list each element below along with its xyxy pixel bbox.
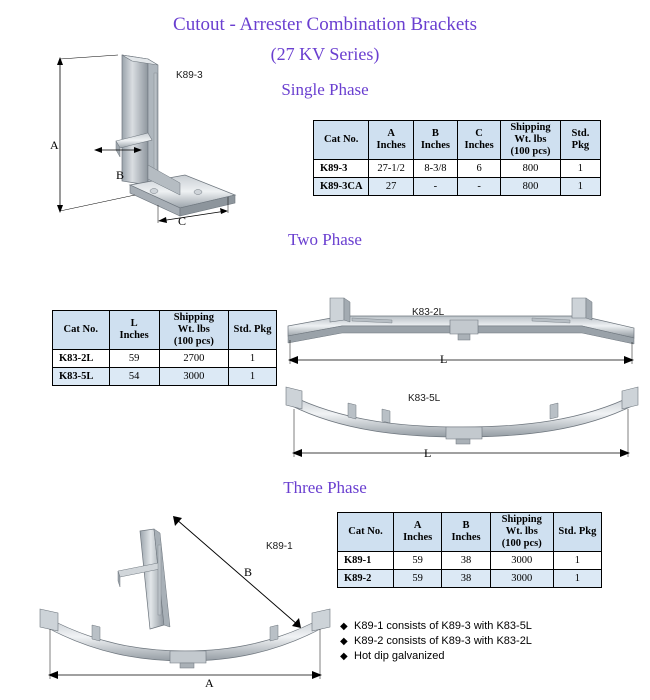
col-header-l: L Inches	[109, 311, 159, 350]
col-header-cat-no: Cat No.	[314, 121, 369, 160]
col-header-b: B Inches	[413, 121, 457, 160]
cell-std-pkg: 1	[560, 160, 600, 178]
note-text: K89-1 consists of K89-3 with K83-5L	[354, 620, 532, 632]
page-title: Cutout - Arrester Combination Brackets	[173, 14, 477, 35]
section-heading-single-phase: Single Phase	[281, 80, 369, 99]
dimension-label-single-a: A	[50, 138, 59, 152]
diamond-bullet-icon: ◆	[340, 621, 348, 632]
cell-a: 27	[369, 178, 413, 196]
cell-l: 54	[109, 368, 159, 386]
cell-std-pkg: 1	[229, 368, 277, 386]
col-header-std-pkg: Std. Pkg	[560, 121, 600, 160]
list-item	[340, 620, 532, 632]
cell-a: 27-1/2	[369, 160, 413, 178]
cell-b: 38	[442, 552, 490, 570]
dimension-label-two-a-l: L	[440, 352, 448, 366]
dimension-label-single-c: C	[178, 214, 187, 228]
cell-c: 6	[458, 160, 501, 178]
col-header-c: C Inches	[458, 121, 501, 160]
table-row	[314, 178, 601, 196]
table-single-phase	[313, 120, 601, 196]
col-header-std-pkg: Std. Pkg	[229, 311, 277, 350]
figure-label-k83-2l: K83-2L	[412, 307, 445, 318]
cell-a: 59	[393, 570, 441, 588]
section-heading-two-phase: Two Phase	[288, 230, 362, 249]
cell-cat-no: K83-2L	[53, 350, 110, 368]
figure-label-k83-5l: K83-5L	[408, 393, 441, 404]
col-header-std-pkg: Std. Pkg	[553, 513, 601, 552]
section-heading-three-phase: Three Phase	[283, 478, 367, 497]
diamond-bullet-icon: ◆	[340, 636, 348, 647]
cell-std-pkg: 1	[553, 552, 601, 570]
col-header-b: B Inches	[442, 513, 490, 552]
table-header-row	[338, 513, 602, 552]
figure-three-phase	[30, 505, 340, 685]
dimension-label-three-a: A	[205, 676, 214, 690]
cell-b: -	[413, 178, 457, 196]
page-subtitle: (27 KV Series)	[270, 44, 380, 64]
col-header-shipping-weight: Shipping Wt. lbs (100 pcs)	[490, 513, 553, 552]
table-row	[338, 570, 602, 588]
col-header-cat-no: Cat No.	[53, 311, 110, 350]
cell-cat-no: K83-5L	[53, 368, 110, 386]
cell-weight: 3000	[490, 552, 553, 570]
cell-weight: 800	[501, 178, 561, 196]
col-header-a: A Inches	[393, 513, 441, 552]
cell-c: -	[458, 178, 501, 196]
table-header-row	[53, 311, 277, 350]
figure-two-phase-k83-2l	[282, 290, 642, 380]
list-item	[340, 650, 532, 662]
dimension-label-two-b-l: L	[424, 446, 432, 460]
col-header-shipping-weight: Shipping Wt. lbs (100 pcs)	[501, 121, 561, 160]
notes-list	[340, 620, 532, 665]
figure-single-phase	[30, 45, 270, 245]
cell-std-pkg: 1	[560, 178, 600, 196]
cell-cat-no: K89-3	[314, 160, 369, 178]
dimension-label-three-b: B	[244, 565, 253, 579]
figure-label-k89-3: K89-3	[176, 70, 203, 81]
table-row	[53, 368, 277, 386]
table-header-row	[314, 121, 601, 160]
col-header-cat-no: Cat No.	[338, 513, 394, 552]
figure-two-phase-k83-5l	[282, 375, 642, 465]
cell-b: 38	[442, 570, 490, 588]
table-row	[314, 160, 601, 178]
diamond-bullet-icon: ◆	[340, 651, 348, 662]
cell-cat-no: K89-3CA	[314, 178, 369, 196]
cell-b: 8-3/8	[413, 160, 457, 178]
cell-cat-no: K89-2	[338, 570, 394, 588]
table-two-phase	[52, 310, 277, 386]
cell-weight: 3000	[490, 570, 553, 588]
cell-cat-no: K89-1	[338, 552, 394, 570]
cell-std-pkg: 1	[553, 570, 601, 588]
note-text: Hot dip galvanized	[354, 650, 445, 662]
table-row	[53, 350, 277, 368]
cell-l: 59	[109, 350, 159, 368]
table-row	[338, 552, 602, 570]
figure-label-k89-1: K89-1	[266, 541, 293, 552]
cell-weight: 2700	[159, 350, 228, 368]
table-three-phase	[337, 512, 602, 588]
list-item	[340, 635, 532, 647]
cell-weight: 800	[501, 160, 561, 178]
note-text: K89-2 consists of K89-3 with K83-2L	[354, 635, 532, 647]
cell-weight: 3000	[159, 368, 228, 386]
cell-a: 59	[393, 552, 441, 570]
col-header-shipping-weight: Shipping Wt. lbs (100 pcs)	[159, 311, 228, 350]
col-header-a: A Inches	[369, 121, 413, 160]
cell-std-pkg: 1	[229, 350, 277, 368]
dimension-label-single-b: B	[116, 168, 125, 182]
